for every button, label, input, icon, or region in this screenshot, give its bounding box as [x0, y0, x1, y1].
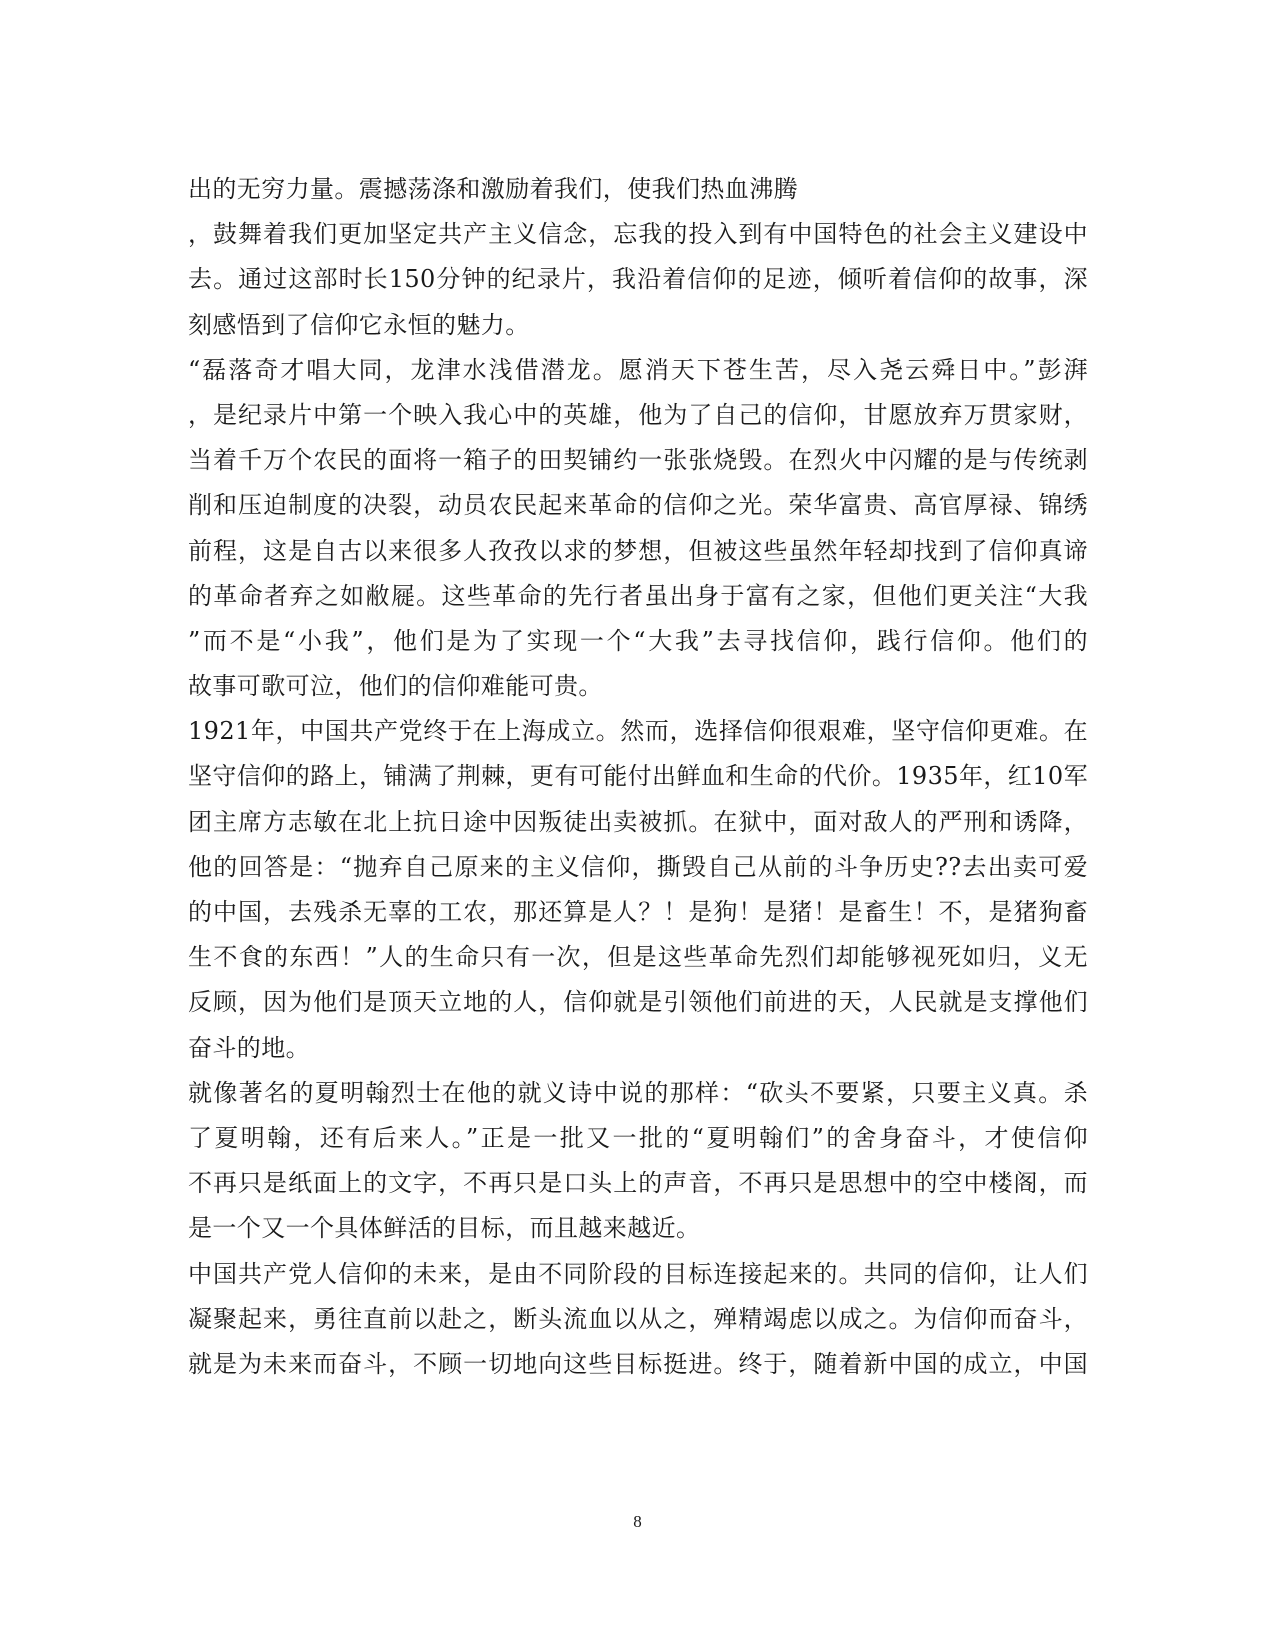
text-line: 奋斗的地。 [188, 1033, 310, 1062]
text-line: 1921年，中国共产党终于在上海成立。然而，选择信仰很艰难，坚守信仰更难。在 [188, 717, 1088, 746]
text-line: 凝聚起来，勇往直前以赴之，断头流血以从之，殚精竭虑以成之。为信仰而奋斗， [188, 1304, 1088, 1333]
text-line: 就像著名的夏明翰烈士在他的就义诗中说的那样：“砍头不要紧，只要主义真。杀 [188, 1078, 1088, 1107]
text-line: 坚守信仰的路上，铺满了荆棘，更有可能付出鲜血和生命的代价。1935年，红10军 [188, 762, 1088, 791]
text-line: ”而不是“小我”，他们是为了实现一个“大我”去寻找信仰，践行信仰。他们的 [188, 626, 1088, 655]
text-line: ，是纪录片中第一个映入我心中的英雄，他为了自己的信仰，甘愿放弃万贯家财， [188, 400, 1088, 429]
text-line: 削和压迫制度的决裂，动员农民起来革命的信仰之光。荣华富贵、高官厚禄、锦绣 [188, 491, 1088, 520]
text-line: 是一个又一个具体鲜活的目标，而且越来越近。 [188, 1214, 701, 1243]
text-line: 去。通过这部时长150分钟的纪录片，我沿着信仰的足迹，倾听着信仰的故事，深 [188, 265, 1088, 294]
text-line: ，鼓舞着我们更加坚定共产主义信念，忘我的投入到有中国特色的社会主义建设中 [188, 220, 1088, 249]
text-line: 的中国，去残杀无辜的工农，那还算是人？！是狗！是猪！是畜生！不，是猪狗畜 [188, 898, 1088, 926]
text-line: 中国共产党人信仰的未来，是由不同阶段的目标连接起来的。共同的信仰，让人们 [188, 1259, 1088, 1288]
text-line: “磊落奇才唱大同，龙津水浅借潜龙。愿消天下苍生苦，尽入尧云舜日中。”彭湃 [188, 355, 1088, 384]
text-line: 前程，这是自古以来很多人孜孜以求的梦想，但被这些虽然年轻却找到了信仰真谛 [188, 536, 1088, 565]
text-line: 就是为未来而奋斗，不顾一切地向这些目标挺进。终于，随着新中国的成立，中国 [188, 1349, 1088, 1378]
text-line: 的革命者弃之如敝屣。这些革命的先行者虽出身于富有之家，但他们更关注“大我 [188, 581, 1088, 610]
text-line: 出的无穷力量。震撼荡涤和激励着我们，使我们热血沸腾 [188, 175, 798, 203]
text-line: 团主席方志敏在北上抗日途中因叛徒出卖被抓。在狱中，面对敌人的严刑和诱降， [188, 807, 1088, 836]
text-line: 刻感悟到了信仰它永恒的魅力。 [188, 310, 530, 339]
text-line: 他的回答是：“抛弃自己原来的主义信仰，撕毁自己从前的斗争历史??去出卖可爱 [188, 852, 1088, 881]
page-number: 8 [633, 1512, 642, 1531]
text-line: 反顾，因为他们是顶天立地的人，信仰就是引领他们前进的天，人民就是支撑他们 [188, 988, 1088, 1017]
text-line: 了夏明翰，还有后来人。”正是一批又一批的“夏明翰们”的舍身奋斗，才使信仰 [188, 1123, 1088, 1152]
text-line: 故事可歌可泣，他们的信仰难能可贵。 [188, 672, 603, 701]
text-line: 当着千万个农民的面将一箱子的田契铺约一张张烧毁。在烈火中闪耀的是与传统剥 [188, 446, 1088, 475]
text-line: 不再只是纸面上的文字，不再只是口头上的声音，不再只是思想中的空中楼阁，而 [188, 1169, 1088, 1198]
text-line: 生不食的东西！”人的生命只有一次，但是这些革命先烈们却能够视死如归，义无 [188, 943, 1088, 972]
body-text [188, 167, 1088, 1387]
